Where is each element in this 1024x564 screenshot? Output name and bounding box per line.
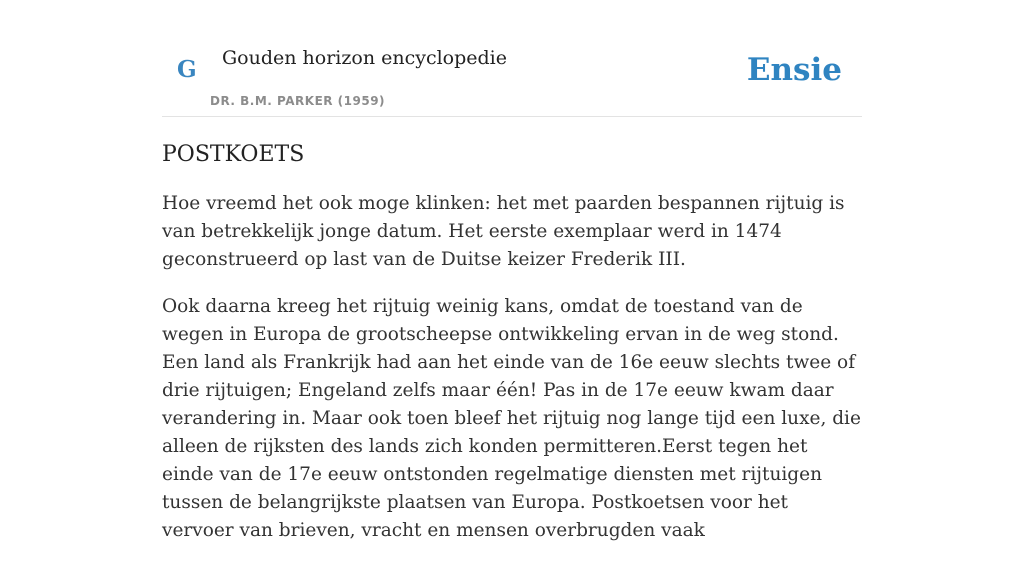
book-author: DR. B.M. PARKER (1959) [210,94,386,108]
book-title[interactable]: Gouden horizon encyclopedie [222,47,507,69]
book-header [162,0,862,117]
book-logo-icon: G [177,56,197,83]
article-paragraph: Ook daarna kreeg het rijtuig weinig kans, omdat de toestand van de wegen in Europa de grootscheepse ontwikkeling ervan in de weg stond. Een land als Frankrijk had aan het einde van de 16e eeuw slechts twee of drie rijtuigen; Engeland zelfs maar één! Pas in de 17e eeuw kwam daar verandering in. Maar ook toen bleef het rijtuig nog lange tijd een luxe, die alleen de rijksten des lands zich konden permitteren.Eerst tegen het einde van de 17e eeuw ontstonden regelmatige diensten met rijtuigen tussen de belangrijkste plaatsen van Europa. Postkoetsen voor het vervoer van brieven, vracht en mensen overbrugden vaak [162,296,861,541]
article-paragraph: Hoe vreemd het ook moge klinken: het met paarden bespannen rijtuig is van betrekkelijk jonge datum. Het eerste exemplaar werd in 1474 geconstrueerd op last van de Duitse keizer Frederik III. [162,193,845,270]
ensie-logo[interactable]: Ensie [746,52,842,88]
article [162,138,862,564]
article-title: POSTKOETS [162,142,305,167]
